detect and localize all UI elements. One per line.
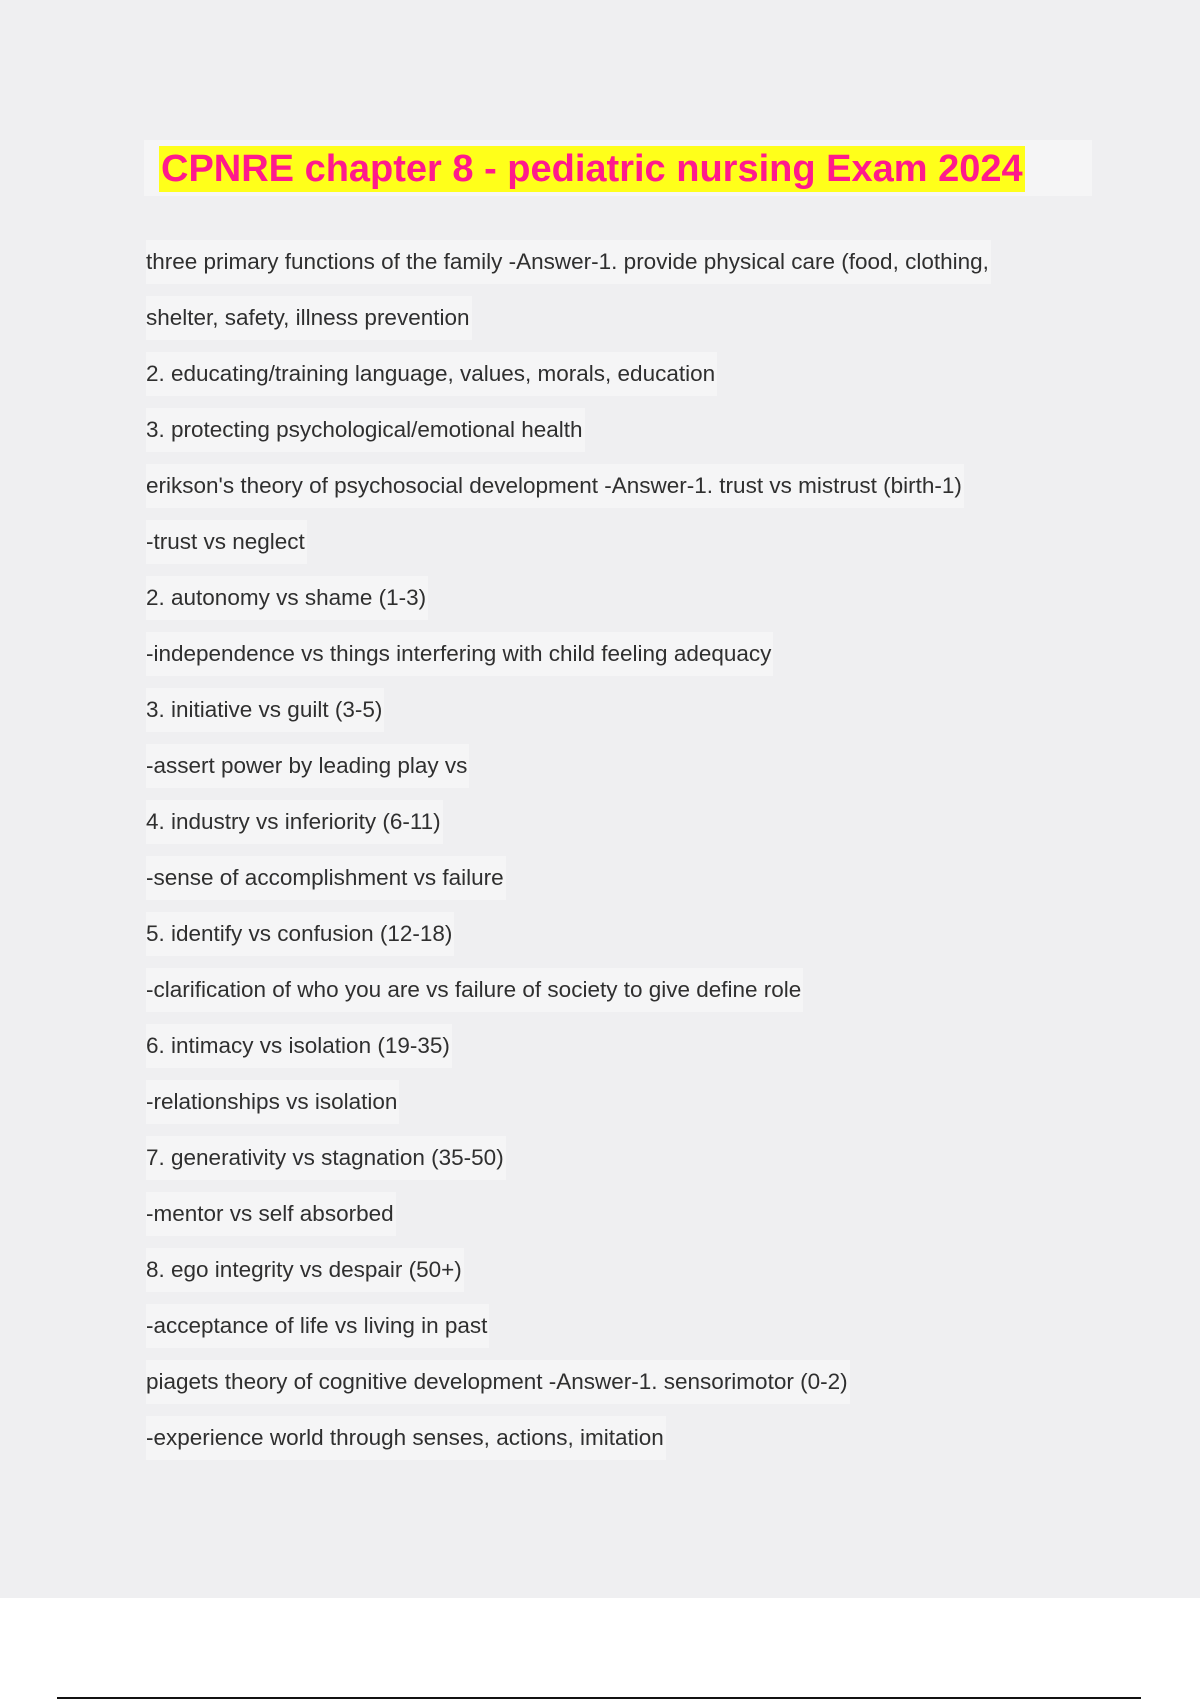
text-line: 2. autonomy vs shame (1-3): [146, 576, 1086, 632]
text-line: -trust vs neglect: [146, 520, 1086, 576]
text-line: -sense of accomplishment vs failure: [146, 856, 1086, 912]
text-line: 7. generativity vs stagnation (35-50): [146, 1136, 1086, 1192]
text-line: 3. protecting psychological/emotional health: [146, 408, 1086, 464]
text-line: 2. educating/training language, values, morals, education: [146, 352, 1086, 408]
text-line: -experience world through senses, actions, imitation: [146, 1416, 1086, 1472]
text-line: -clarification of who you are vs failure of society to give define role: [146, 968, 1086, 1024]
text-line: 8. ego integrity vs despair (50+): [146, 1248, 1086, 1304]
text-line: -acceptance of life vs living in past: [146, 1304, 1086, 1360]
text-line: piagets theory of cognitive development -Answer-1. sensorimotor (0-2): [146, 1360, 1086, 1416]
text-line: -independence vs things interfering with child feeling adequacy: [146, 632, 1086, 688]
text-line: 6. intimacy vs isolation (19-35): [146, 1024, 1086, 1080]
text-line: three primary functions of the family -Answer-1. provide physical care (food, clothing,: [146, 240, 1086, 296]
text-line: shelter, safety, illness prevention: [146, 296, 1086, 352]
text-line: -assert power by leading play vs: [146, 744, 1086, 800]
footer-divider: [57, 1697, 1141, 1699]
text-line: -relationships vs isolation: [146, 1080, 1086, 1136]
text-line: -mentor vs self absorbed: [146, 1192, 1086, 1248]
text-line: 5. identify vs confusion (12-18): [146, 912, 1086, 968]
page-title: CPNRE chapter 8 - pediatric nursing Exam 2024: [161, 148, 1023, 190]
text-line: erikson's theory of psychosocial development -Answer-1. trust vs mistrust (birth-1): [146, 464, 1086, 520]
text-line: 4. industry vs inferiority (6-11): [146, 800, 1086, 856]
text-line: 3. initiative vs guilt (3-5): [146, 688, 1086, 744]
document-body: [146, 240, 1086, 1472]
